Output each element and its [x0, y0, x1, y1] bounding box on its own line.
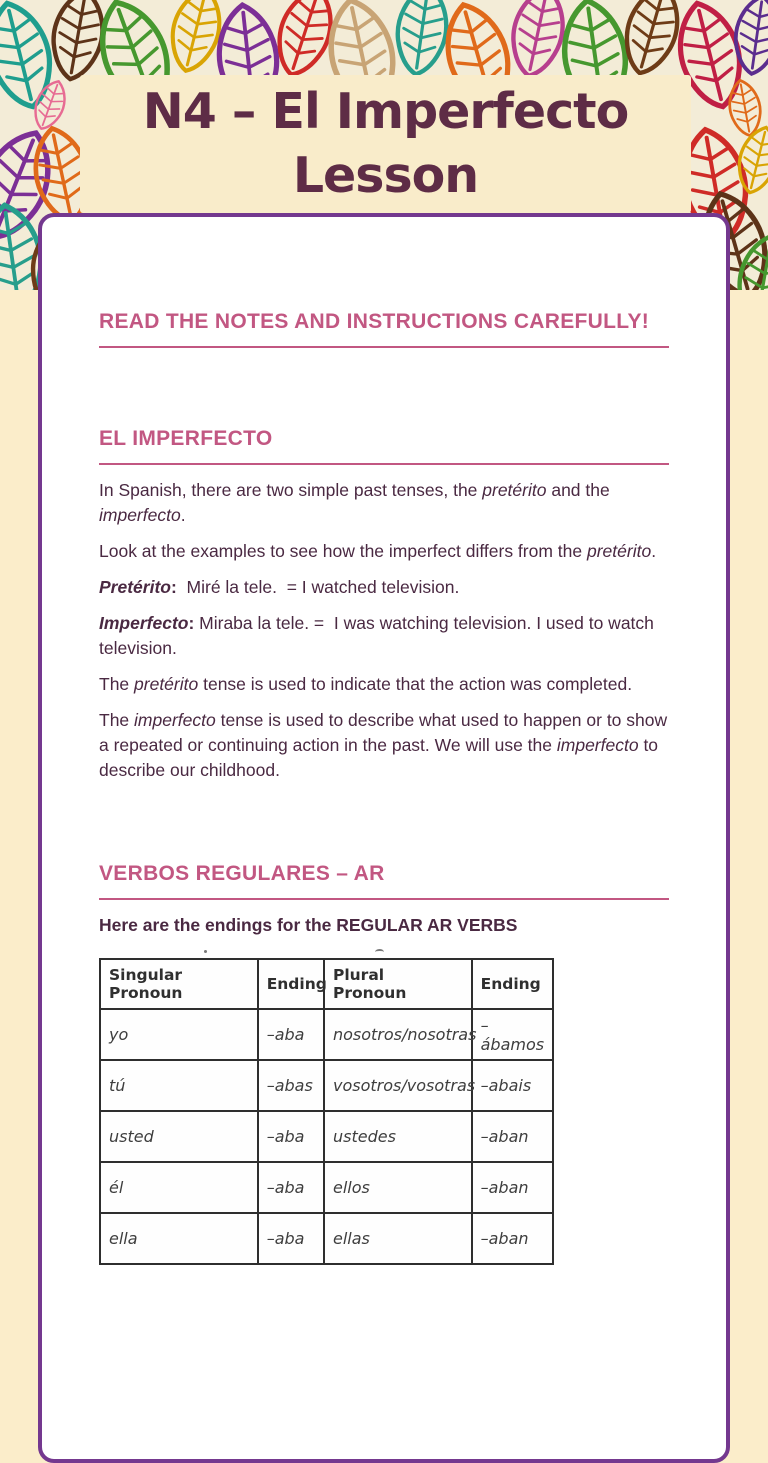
table-header-cell: Plural Pronoun	[324, 959, 472, 1009]
table-cell: –aban	[472, 1213, 553, 1264]
page-title-line-2: Lesson	[292, 147, 479, 204]
table-row	[100, 1213, 553, 1264]
table-intro-text: Here are the endings for the REGULAR AR VERBS	[99, 915, 518, 935]
section-heading-instructions: READ THE NOTES AND INSTRUCTIONS CAREFULLY!	[99, 310, 650, 333]
table-cell: ustedes	[324, 1111, 472, 1162]
table-cell: –aba	[258, 1162, 324, 1213]
table-cell: ellos	[324, 1162, 472, 1213]
table-cell: ellas	[324, 1213, 472, 1264]
lesson-paragraph: Pretérito: Miré la tele. = I watched television.	[99, 577, 460, 597]
lesson-paragraph: Look at the examples to see how the imperfect differs from the pretérito.	[99, 541, 657, 561]
endings-table	[99, 958, 554, 1265]
table-row	[100, 1162, 553, 1213]
table-cell: –abas	[258, 1060, 324, 1111]
table-cell: yo	[100, 1009, 258, 1060]
table-cell: ella	[100, 1213, 258, 1264]
heading-underline	[99, 346, 669, 348]
section-verbos	[99, 861, 669, 1265]
section-heading-imperfecto: EL IMPERFECTO	[99, 427, 273, 450]
table-cell: él	[100, 1162, 258, 1213]
section-imperfecto	[99, 426, 673, 783]
endings-table-body	[100, 1009, 553, 1264]
table-cell: –aban	[472, 1162, 553, 1213]
lesson-paragraph: Imperfecto: Miraba la tele. = I was watching television. I used to watch television.	[99, 613, 659, 658]
table-cell: –abais	[472, 1060, 553, 1111]
page-title	[80, 75, 691, 213]
lesson-paragraph: In Spanish, there are two simple past tenses, the pretérito and the imperfecto.	[99, 480, 615, 525]
section-instructions	[99, 309, 669, 348]
lesson-paragraphs	[99, 478, 673, 783]
page-title-line-1: N4 – El Imperfecto	[142, 83, 629, 141]
lesson-paragraph: The imperfecto tense is used to describe what used to happen or to show a repeated or continuing action in the past. We will use the imperfecto to describe our childhood.	[99, 710, 673, 780]
lesson-paragraph: The pretérito tense is used to indicate that the action was completed.	[99, 674, 633, 694]
table-cell: usted	[100, 1111, 258, 1162]
heading-underline	[99, 463, 669, 465]
table-header-row	[100, 959, 553, 1009]
endings-table-head	[100, 959, 553, 1009]
table-cell: nosotros/nosotras	[324, 1009, 472, 1060]
table-row	[100, 1111, 553, 1162]
table-row	[100, 1009, 553, 1060]
section-heading-verbos: VERBOS REGULARES – AR	[99, 862, 385, 885]
heading-underline	[99, 898, 669, 900]
cropped-image-artifact	[375, 949, 384, 955]
table-cell: vosotros/vosotras	[324, 1060, 472, 1111]
table-cell: –aba	[258, 1009, 324, 1060]
table-header-cell: Ending	[472, 959, 553, 1009]
worksheet-card	[38, 213, 730, 1463]
table-row	[100, 1060, 553, 1111]
table-cell: tú	[100, 1060, 258, 1111]
cropped-image-artifact	[204, 950, 207, 953]
table-cell: –aba	[258, 1111, 324, 1162]
table-cell: –aba	[258, 1213, 324, 1264]
table-cell: –ábamos	[472, 1009, 553, 1060]
endings-table-image	[99, 949, 669, 1265]
table-header-cell: Singular Pronoun	[100, 959, 258, 1009]
table-header-cell: Ending	[258, 959, 324, 1009]
table-cell: –aban	[472, 1111, 553, 1162]
